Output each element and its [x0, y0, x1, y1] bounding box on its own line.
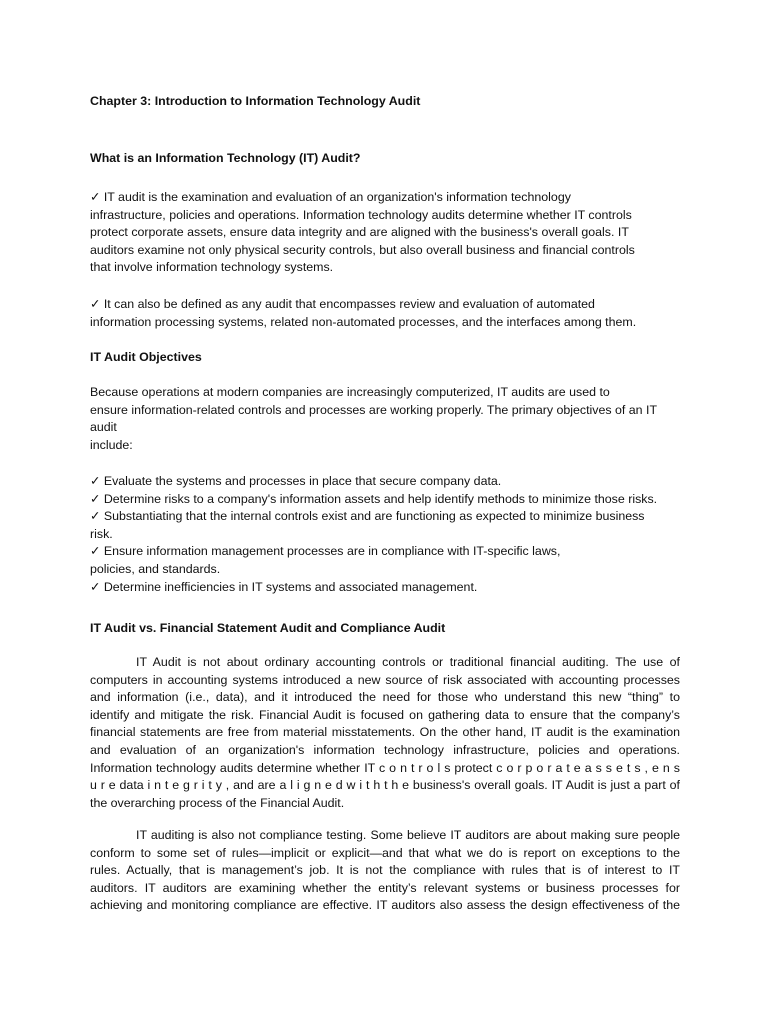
chapter-title: Chapter 3: Introduction to Information Technology Audit	[90, 94, 421, 108]
list-item-continuation: risk.	[90, 526, 113, 541]
text-line: the overarching process of the Financial Audit.	[90, 795, 345, 810]
section-heading-it-vs-financial: IT Audit vs. Financial Statement Audit and Compliance Audit	[90, 621, 446, 635]
text-line: and evaluation of an organization's information technology infrastructure, policies and operations.	[90, 742, 680, 757]
definition-bullet-1	[90, 189, 635, 277]
list-item: ✓ Determine risks to a company's information assets and help identify methods to minimize those risks.	[90, 491, 658, 506]
section-heading-what-is-it-audit: What is an Information Technology (IT) Audit?	[90, 151, 361, 165]
text-line: Information technology audits determine whether IT c o n t r o l s protect c o r p o r a t e a s s e t s , e n s	[90, 760, 680, 775]
text-line: ✓ It can also be defined as any audit that encompasses review and evaluation of automated	[90, 297, 595, 311]
text-line: protect corporate assets, ensure data integrity and are aligned with the business's overall goals. IT	[90, 225, 629, 240]
text-line: conform to some set of rules—implicit or explicit—and that what we do is report on exceptions to the	[90, 845, 680, 860]
list-item: ✓ Substantiating that the internal controls exist and are functioning as expected to minimize business	[90, 509, 645, 524]
paragraph-compliance	[90, 827, 680, 915]
text-line: information processing systems, related non-automated processes, and the interfaces among them.	[90, 314, 637, 329]
text-line: computers in accounting systems introduced a new source of risk associated with accounting processes	[90, 672, 680, 687]
text-line: and information (i.e., data), and it introduced the need for those who understand this new “thing” to	[90, 690, 680, 705]
text-line: ✓ IT audit is the examination and evaluation of an organization's information technology	[90, 190, 571, 204]
list-item-continuation: policies, and standards.	[90, 561, 221, 576]
text-line: financial statements are free from material misstatements. On the other hand, IT audit is the examination	[90, 725, 680, 740]
text-line: IT auditing is also not compliance testing. Some believe IT auditors are about making sure people	[136, 828, 680, 842]
text-line: identify and mitigate the risk. Financial Audit is focused on gathering data to ensure that the company’s	[90, 707, 680, 722]
section-heading-objectives: IT Audit Objectives	[90, 350, 202, 364]
text-line: infrastructure, policies and operations. Information technology audits determine whether IT controls	[90, 207, 632, 222]
objectives-list	[90, 473, 657, 596]
paragraph-it-vs-financial	[90, 654, 680, 812]
text-line: auditors. IT auditors are examining whether the entity’s relevant systems or business processes for	[90, 880, 680, 895]
definition-bullet-2	[90, 296, 636, 331]
list-item: ✓ Determine inefficiencies in IT systems and associated management.	[90, 579, 478, 594]
text-line: that involve information technology systems.	[90, 260, 334, 275]
text-line: auditors examine not only physical security controls, but also overall business and financial controls	[90, 242, 635, 257]
list-item: ✓ Ensure information management processes are in compliance with IT-specific laws,	[90, 544, 561, 559]
text-line: achieving and monitoring compliance are effective. IT auditors also assess the design effectiveness of the	[90, 898, 680, 913]
list-item: ✓ Evaluate the systems and processes in place that secure company data.	[90, 474, 502, 488]
text-line: include:	[90, 437, 133, 452]
text-line: rules. Actually, that is management’s job. It is not the compliance with rules that is of interest to IT	[90, 863, 680, 878]
text-line: audit	[90, 420, 117, 435]
text-line: u r e data i n t e g r i t y , and are a l i g n e d w i t h t h e business's overall goals. IT Audit is just a part of	[90, 778, 680, 793]
text-line: IT Audit is not about ordinary accounting controls or traditional financial auditing. The use of	[136, 655, 680, 669]
text-line: Because operations at modern companies are increasingly computerized, IT audits are used to	[90, 385, 610, 399]
objectives-intro	[90, 384, 657, 454]
text-line: ensure information-related controls and processes are working properly. The primary objectives of an IT	[90, 402, 658, 417]
